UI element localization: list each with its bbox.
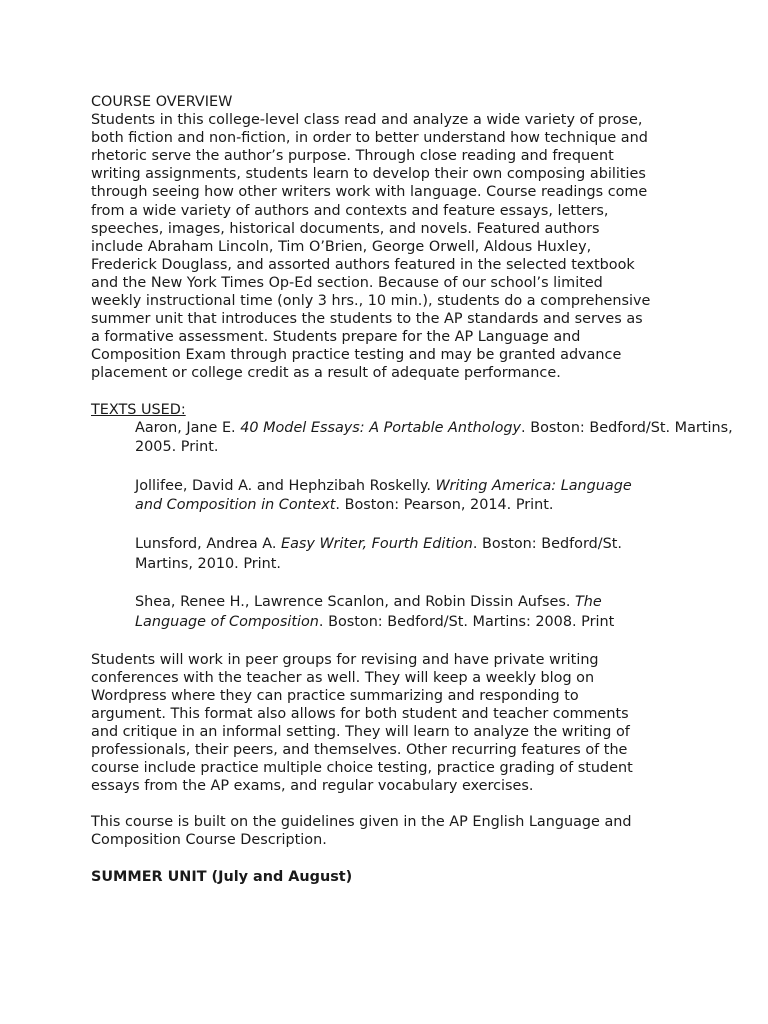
document-page	[91, 93, 767, 886]
reference-item: Shea, Renee H., Lawrence Scanlon, and Robin Dissin Aufses. The Language of Composition. Boston: Bedford/St. Martins: 2008. Print	[135, 594, 615, 630]
reference-title: Easy Writer, Fourth Edition	[281, 536, 473, 553]
course-overview-body: Students in this college-level class read and analyze a wide variety of prose, both fiction and non-fiction, in order to better understand how technique and rhetoric serve the author’s purpose. Through close reading and frequent writing assignments, students learn to develop their own composing abilities through seeing how other writers work with language. Course readings come from a wide variety of authors and contexts and feature essays, letters, speeches, images, historical documents, and novels. Featured authors include Abraham Lincoln, Tim O’Brien, George Orwell, Aldous Huxley, Frederick Douglass, and assorted authors featured in the selected textbook and the New York Times Op-Ed section. Because of our school’s limited weekly instructional time (only 3 hrs., 10 min.), students do a comprehensive summer unit that introduces the students to the AP standards and serves as a formative assessment. Students prepare for the AP Language and Composition Exam through practice testing and may be granted advance placement or college credit as a result of adequate performance.	[91, 112, 651, 382]
reference-title: The Language of Composition	[135, 594, 602, 630]
peer-groups-paragraph: Students will work in peer groups for revising and have private writing conferences with the teacher as well. They will keep a weekly blog on Wordpress where they can practice summarizing and responding to argument. This format also allows for both student and teacher comments and critique in an informal setting. They will learn to analyze the writing of professionals, their peers, and themselves. Other recurring features of the course include practice multiple choice testing, practice grading of student essays from the AP exams, and regular vocabulary exercises.	[91, 651, 633, 795]
texts-used-heading: TEXTS USED:	[91, 401, 186, 418]
course-overview-heading: COURSE OVERVIEW	[91, 94, 233, 110]
reference-title: Writing America: Language and Composition in Context	[135, 477, 632, 514]
reference-title: 40 Model Essays: A Portable Anthology	[240, 419, 522, 436]
guidelines-paragraph: This course is built on the guidelines given in the AP English Language and Composition Course Description.	[91, 814, 632, 849]
summer-unit-heading: SUMMER UNIT (July and August)	[91, 868, 353, 885]
reference-item: Lunsford, Andrea A. Easy Writer, Fourth Edition. Boston: Bedford/St. Martins, 2010. Print.	[135, 536, 622, 572]
reference-item: Jollifee, David A. and Hephzibah Roskelly. Writing America: Language and Composition in Context. Boston: Pearson, 2014. Print.	[135, 477, 632, 514]
reference-item: Aaron, Jane E. 40 Model Essays: A Portable Anthology. Boston: Bedford/St. Martins, 2005. Print.	[135, 419, 733, 456]
